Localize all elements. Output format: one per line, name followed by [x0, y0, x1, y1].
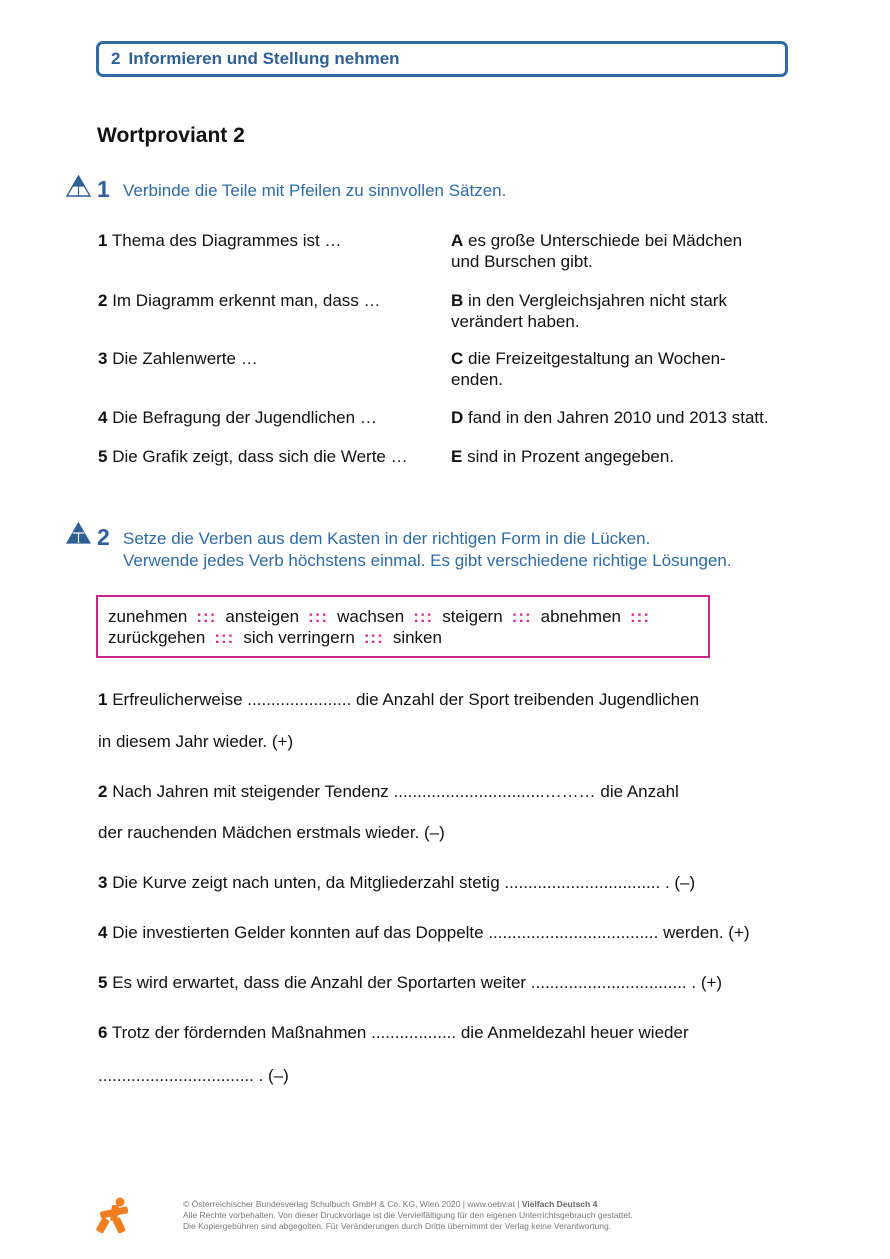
sentence-line: 1 Erfreulicherweise ...................... die Anzahl der Sport treibenden Jugendlichen: [98, 690, 700, 709]
footer-copyright: © Österreichischer Bundesverlag Schulbuch GmbH & Co. KG, Wien 2020 | www.oebv.at | Vielfach Deutsch 4 Alle Rechte vorbehalten. Von dieser Druckvorlage ist die Vervielfältigung für den eigenen Unterrichtsgebrauch gestattet. Die Kopiergebühren sind abgegolten. Für Veränderungen durch Dritte übernimmt der Verlag keine Verantwortung.: [183, 1199, 633, 1231]
chapter-title: Informieren und Stellung nehmen: [128, 49, 400, 68]
page-title: Wortproviant 2: [97, 124, 245, 147]
task-1-instruction: Verbinde die Teile mit Pfeilen zu sinnvollen Sätzen.: [123, 181, 507, 200]
task-1-right-item: C die Freizeitgestaltung an Wochen- enden.: [451, 349, 726, 389]
task-1-number: 1: [97, 176, 110, 202]
word-separator: :::: [511, 607, 532, 626]
task-1-left-item: 3 Die Zahlenwerte …: [98, 349, 258, 368]
task-2-number: 2: [97, 524, 110, 550]
task-1-right-item: A es große Unterschiede bei Mädchen und Burschen gibt.: [451, 231, 743, 271]
word-separator: :::: [308, 607, 329, 626]
task-2-instruction: Setze die Verben aus dem Kasten in der richtigen Form in die Lücken. Verwende jedes Verb höchstens einmal. Es gibt verschiedene richtige Lösungen.: [123, 529, 732, 570]
word-separator: :::: [214, 628, 235, 647]
task-1-left-item: 4 Die Befragung der Jugendlichen …: [98, 408, 377, 427]
word: zurückgehen: [108, 628, 206, 647]
word-separator: :::: [413, 607, 434, 626]
word-separator: :::: [630, 607, 650, 626]
word-separator: :::: [363, 628, 384, 647]
word: wachsen: [337, 607, 405, 626]
word: sinken: [392, 628, 442, 647]
sentence-line: 5 Es wird erwartet, dass die Anzahl der Sportarten weiter ................................. . (+): [98, 973, 723, 992]
word-separator: :::: [196, 607, 217, 626]
word-box-row-1: [108, 606, 698, 627]
task-1-right-item: E sind in Prozent angegeben.: [451, 447, 675, 466]
sentence-line: ................................. . (–): [98, 1066, 289, 1085]
difficulty-triangle-icon: [66, 522, 91, 544]
task-1-left-item: 5 Die Grafik zeigt, dass sich die Werte …: [98, 447, 408, 466]
task-1-right-item: D fand in den Jahren 2010 und 2013 statt.: [451, 408, 769, 427]
word-box-row-2: [108, 627, 698, 648]
sentence-line: 3 Die Kurve zeigt nach unten, da Mitgliederzahl stetig ................................. . (–): [98, 873, 696, 892]
word: steigern: [442, 607, 503, 626]
chapter-header: [96, 41, 788, 77]
sentence-line: der rauchenden Mädchen erstmals wieder. (–): [98, 823, 445, 842]
word: sich verringern: [243, 628, 355, 647]
task-1-left-item: 1 Thema des Diagrammes ist …: [98, 231, 342, 250]
publisher-logo-icon: [96, 1196, 132, 1234]
word: ansteigen: [225, 607, 300, 626]
difficulty-triangle-icon: [66, 175, 91, 197]
task-1-right-item: B in den Vergleichsjahren nicht stark verändert haben.: [451, 291, 727, 331]
sentence-line: 2 Nach Jahren mit steigender Tendenz ................................……… die Anzahl: [98, 782, 679, 801]
sentence-line: in diesem Jahr wieder. (+): [98, 732, 294, 751]
chapter-number: 2: [111, 49, 121, 68]
sentence-line: 6 Trotz der fördernden Maßnahmen .................. die Anmeldezahl heuer wieder: [98, 1023, 689, 1042]
word: zunehmen: [108, 607, 188, 626]
sentence-line: 4 Die investierten Gelder konnten auf das Doppelte .................................... werden. (+): [98, 923, 750, 942]
word: abnehmen: [540, 607, 621, 626]
word-box: [96, 595, 710, 658]
task-1-left-item: 2 Im Diagramm erkennt man, dass …: [98, 291, 381, 310]
